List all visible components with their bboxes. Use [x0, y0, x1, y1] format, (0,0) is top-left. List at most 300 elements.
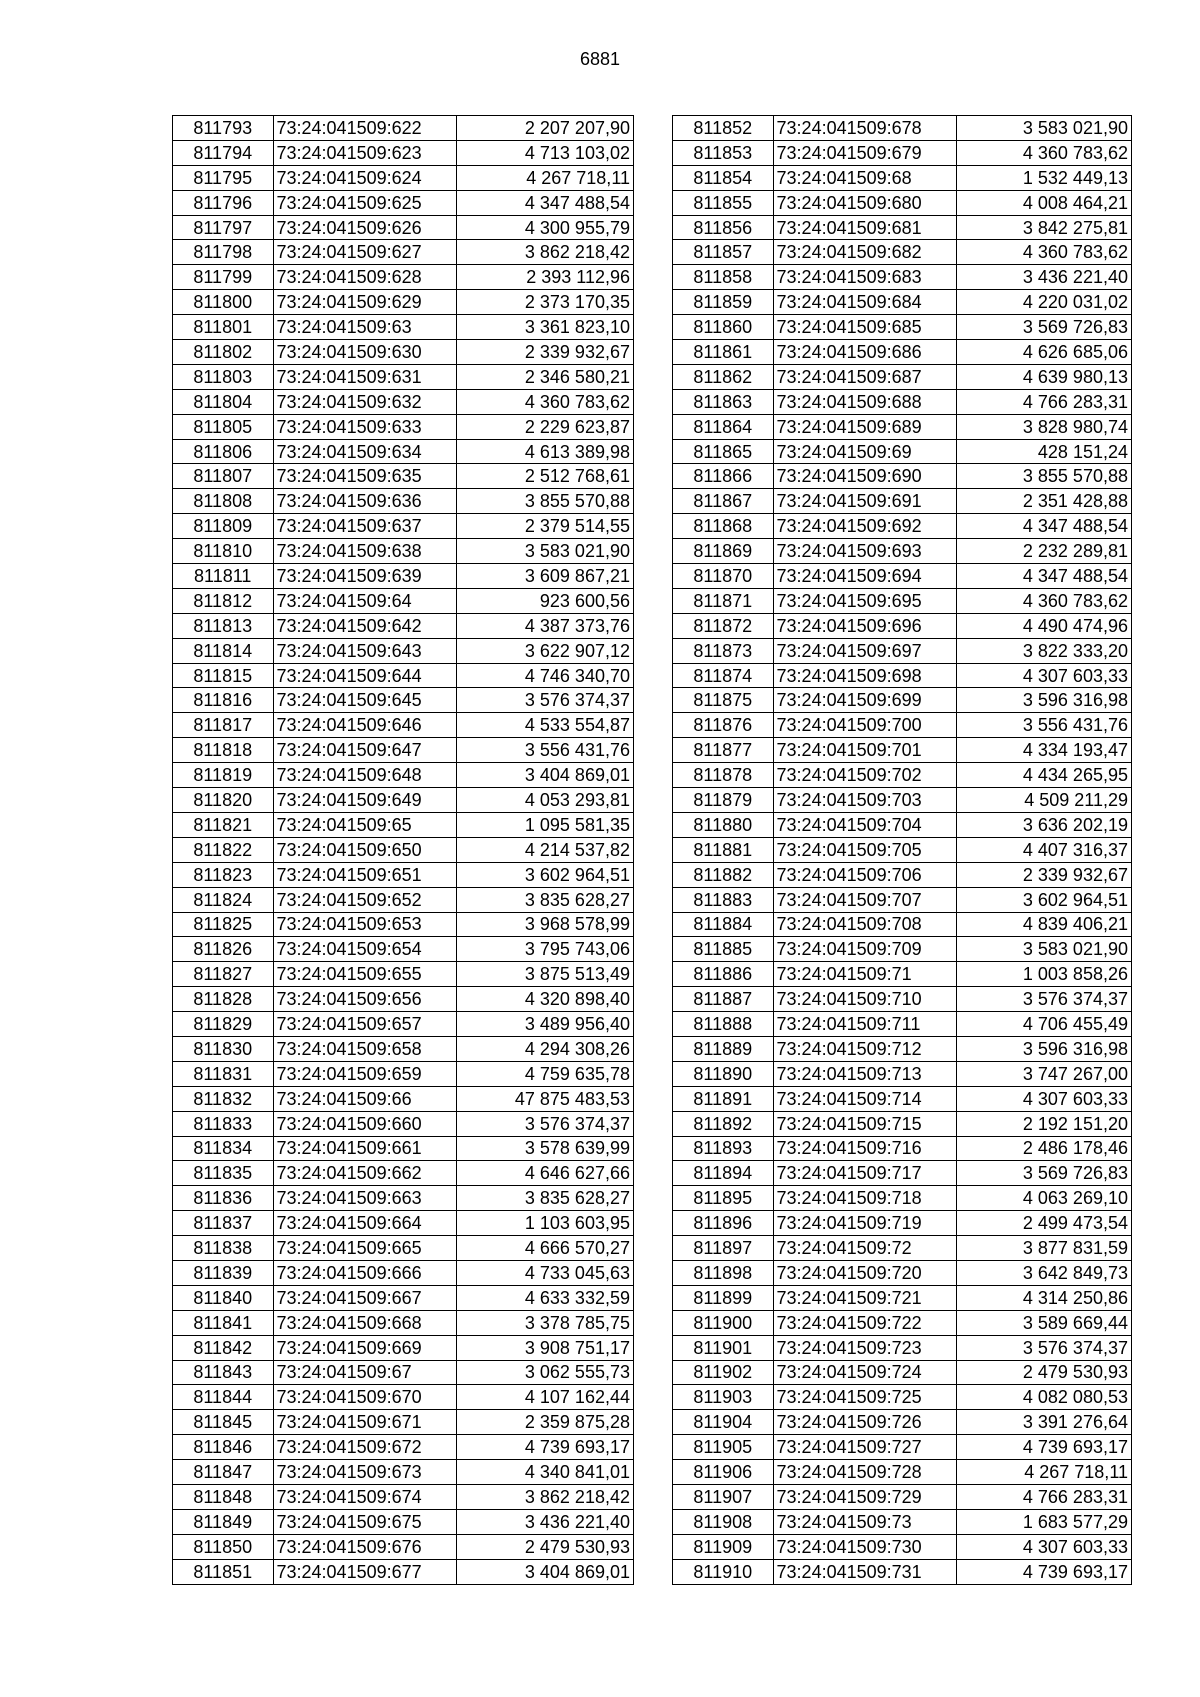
value-cell: 3 576 374,37	[457, 1111, 634, 1136]
table-row	[673, 1061, 1132, 1086]
value-cell: 3 795 743,06	[457, 937, 634, 962]
cadastral-number-cell: 73:24:041509:725	[773, 1385, 957, 1410]
value-cell: 4 347 488,54	[957, 564, 1132, 589]
table-row	[673, 1559, 1132, 1584]
record-number-cell: 811908	[673, 1509, 774, 1534]
table-row	[173, 588, 634, 613]
cadastral-number-cell: 73:24:041509:670	[273, 1385, 457, 1410]
table-row	[673, 340, 1132, 365]
value-cell: 2 351 428,88	[957, 489, 1132, 514]
record-number-cell: 811854	[673, 165, 774, 190]
record-number-cell: 811857	[673, 240, 774, 265]
value-cell: 923 600,56	[457, 588, 634, 613]
value-cell: 3 596 316,98	[957, 688, 1132, 713]
value-cell: 2 359 875,28	[457, 1410, 634, 1435]
record-number-cell: 811808	[173, 489, 274, 514]
record-number-cell: 811826	[173, 937, 274, 962]
cadastral-number-cell: 73:24:041509:697	[773, 638, 957, 663]
table-row	[673, 1484, 1132, 1509]
table-row	[673, 514, 1132, 539]
cadastral-number-cell: 73:24:041509:730	[773, 1534, 957, 1559]
record-number-cell: 811907	[673, 1484, 774, 1509]
value-cell: 3 062 555,73	[457, 1360, 634, 1385]
record-number-cell: 811867	[673, 489, 774, 514]
value-cell: 3 877 831,59	[957, 1236, 1132, 1261]
table-row	[173, 937, 634, 962]
cadastral-number-cell: 73:24:041509:66	[273, 1086, 457, 1111]
record-number-cell: 811829	[173, 1012, 274, 1037]
cadastral-number-cell: 73:24:041509:687	[773, 364, 957, 389]
value-cell: 3 361 823,10	[457, 315, 634, 340]
table-row	[173, 1111, 634, 1136]
record-number-cell: 811801	[173, 315, 274, 340]
record-number-cell: 811813	[173, 613, 274, 638]
cadastral-number-cell: 73:24:041509:633	[273, 414, 457, 439]
table-row	[173, 1012, 634, 1037]
record-number-cell: 811887	[673, 987, 774, 1012]
cadastral-number-cell: 73:24:041509:627	[273, 240, 457, 265]
table-row	[673, 1260, 1132, 1285]
record-number-cell: 811827	[173, 962, 274, 987]
table-row	[173, 539, 634, 564]
value-cell: 4 509 211,29	[957, 788, 1132, 813]
cadastral-number-cell: 73:24:041509:636	[273, 489, 457, 514]
cadastral-number-cell: 73:24:041509:655	[273, 962, 457, 987]
table-row	[173, 489, 634, 514]
cadastral-number-cell: 73:24:041509:630	[273, 340, 457, 365]
value-cell: 4 633 332,59	[457, 1285, 634, 1310]
cadastral-number-cell: 73:24:041509:654	[273, 937, 457, 962]
cadastral-number-cell: 73:24:041509:638	[273, 539, 457, 564]
table-row	[673, 887, 1132, 912]
value-cell: 3 583 021,90	[957, 937, 1132, 962]
cadastral-number-cell: 73:24:041509:622	[273, 116, 457, 141]
table-row	[173, 265, 634, 290]
cadastral-number-cell: 73:24:041509:708	[773, 912, 957, 937]
record-number-cell: 811906	[673, 1460, 774, 1485]
record-number-cell: 811877	[673, 738, 774, 763]
table-row	[673, 439, 1132, 464]
table-row	[673, 1310, 1132, 1335]
record-number-cell: 811897	[673, 1236, 774, 1261]
value-cell: 4 360 783,62	[457, 389, 634, 414]
record-number-cell: 811847	[173, 1460, 274, 1485]
value-cell: 3 622 907,12	[457, 638, 634, 663]
table-row	[673, 1236, 1132, 1261]
record-number-cell: 811858	[673, 265, 774, 290]
value-cell: 4 713 103,02	[457, 140, 634, 165]
record-number-cell: 811800	[173, 290, 274, 315]
record-number-cell: 811816	[173, 688, 274, 713]
table-row	[173, 1086, 634, 1111]
value-cell: 3 576 374,37	[957, 1335, 1132, 1360]
table-row	[173, 1509, 634, 1534]
table-row	[673, 837, 1132, 862]
value-cell: 47 875 483,53	[457, 1086, 634, 1111]
table-row	[173, 564, 634, 589]
cadastral-number-cell: 73:24:041509:707	[773, 887, 957, 912]
cadastral-number-cell: 73:24:041509:669	[273, 1335, 457, 1360]
table-row	[673, 862, 1132, 887]
table-row	[673, 464, 1132, 489]
record-number-cell: 811837	[173, 1211, 274, 1236]
cadastral-number-cell: 73:24:041509:623	[273, 140, 457, 165]
value-cell: 4 666 570,27	[457, 1236, 634, 1261]
cadastral-number-cell: 73:24:041509:73	[773, 1509, 957, 1534]
cadastral-number-cell: 73:24:041509:706	[773, 862, 957, 887]
record-number-cell: 811838	[173, 1236, 274, 1261]
table-row	[173, 1061, 634, 1086]
value-cell: 4 307 603,33	[957, 663, 1132, 688]
table-row	[173, 1385, 634, 1410]
cadastral-number-cell: 73:24:041509:647	[273, 738, 457, 763]
value-cell: 4 340 841,01	[457, 1460, 634, 1485]
value-cell: 4 053 293,81	[457, 788, 634, 813]
value-cell: 3 596 316,98	[957, 1036, 1132, 1061]
cadastral-number-cell: 73:24:041509:63	[273, 315, 457, 340]
value-cell: 4 434 265,95	[957, 763, 1132, 788]
value-cell: 3 583 021,90	[457, 539, 634, 564]
value-cell: 4 639 980,13	[957, 364, 1132, 389]
cadastral-number-cell: 73:24:041509:651	[273, 862, 457, 887]
value-cell: 4 314 250,86	[957, 1285, 1132, 1310]
value-cell: 4 646 627,66	[457, 1161, 634, 1186]
value-cell: 2 192 151,20	[957, 1111, 1132, 1136]
record-number-cell: 811882	[673, 862, 774, 887]
table-row	[673, 763, 1132, 788]
table-row	[673, 564, 1132, 589]
record-number-cell: 811872	[673, 613, 774, 638]
record-number-cell: 811836	[173, 1186, 274, 1211]
record-number-cell: 811860	[673, 315, 774, 340]
record-number-cell: 811881	[673, 837, 774, 862]
record-number-cell: 811799	[173, 265, 274, 290]
page-number: 6881	[579, 49, 621, 69]
table-row	[673, 1161, 1132, 1186]
value-cell: 4 746 340,70	[457, 663, 634, 688]
table-row	[173, 987, 634, 1012]
table-row	[673, 987, 1132, 1012]
table-row	[673, 638, 1132, 663]
cadastral-number-cell: 73:24:041509:712	[773, 1036, 957, 1061]
value-cell: 4 347 488,54	[957, 514, 1132, 539]
value-cell: 2 393 112,96	[457, 265, 634, 290]
value-cell: 3 747 267,00	[957, 1061, 1132, 1086]
value-cell: 3 404 869,01	[457, 1559, 634, 1584]
value-cell: 1 103 603,95	[457, 1211, 634, 1236]
cadastral-number-cell: 73:24:041509:720	[773, 1260, 957, 1285]
record-number-cell: 811855	[673, 190, 774, 215]
table-row	[173, 1285, 634, 1310]
table-row	[673, 812, 1132, 837]
record-number-cell: 811822	[173, 837, 274, 862]
value-cell: 1 003 858,26	[957, 962, 1132, 987]
value-cell: 3 576 374,37	[457, 688, 634, 713]
cadastral-number-cell: 73:24:041509:728	[773, 1460, 957, 1485]
table-row	[173, 315, 634, 340]
cadastral-number-cell: 73:24:041509:691	[773, 489, 957, 514]
cadastral-number-cell: 73:24:041509:709	[773, 937, 957, 962]
cadastral-number-cell: 73:24:041509:664	[273, 1211, 457, 1236]
record-number-cell: 811850	[173, 1534, 274, 1559]
cadastral-number-cell: 73:24:041509:665	[273, 1236, 457, 1261]
record-number-cell: 811873	[673, 638, 774, 663]
record-number-cell: 811900	[673, 1310, 774, 1335]
value-cell: 1 095 581,35	[457, 812, 634, 837]
table-row	[173, 290, 634, 315]
cadastral-number-cell: 73:24:041509:680	[773, 190, 957, 215]
table-row	[673, 539, 1132, 564]
cadastral-number-cell: 73:24:041509:677	[273, 1559, 457, 1584]
value-cell: 3 602 964,51	[957, 887, 1132, 912]
record-number-cell: 811870	[673, 564, 774, 589]
record-number-cell: 811807	[173, 464, 274, 489]
record-number-cell: 811866	[673, 464, 774, 489]
record-number-cell: 811902	[673, 1360, 774, 1385]
record-number-cell: 811868	[673, 514, 774, 539]
record-number-cell: 811901	[673, 1335, 774, 1360]
record-number-cell: 811865	[673, 439, 774, 464]
cadastral-number-cell: 73:24:041509:714	[773, 1086, 957, 1111]
cadastral-number-cell: 73:24:041509:69	[773, 439, 957, 464]
table-row	[173, 1534, 634, 1559]
cadastral-number-cell: 73:24:041509:713	[773, 1061, 957, 1086]
table-row	[173, 862, 634, 887]
record-number-cell: 811824	[173, 887, 274, 912]
value-cell: 4 739 693,17	[457, 1435, 634, 1460]
value-cell: 3 835 628,27	[457, 1186, 634, 1211]
cadastral-number-cell: 73:24:041509:657	[273, 1012, 457, 1037]
record-number-cell: 811909	[673, 1534, 774, 1559]
table-row	[673, 1335, 1132, 1360]
record-number-cell: 811819	[173, 763, 274, 788]
value-cell: 3 862 218,42	[457, 240, 634, 265]
record-number-cell: 811875	[673, 688, 774, 713]
value-cell: 2 229 623,87	[457, 414, 634, 439]
value-cell: 2 339 932,67	[957, 862, 1132, 887]
record-number-cell: 811871	[673, 588, 774, 613]
record-number-cell: 811811	[173, 564, 274, 589]
cadastral-number-cell: 73:24:041509:679	[773, 140, 957, 165]
record-number-cell: 811810	[173, 539, 274, 564]
table-row	[173, 1360, 634, 1385]
cadastral-number-cell: 73:24:041509:696	[773, 613, 957, 638]
value-cell: 2 339 932,67	[457, 340, 634, 365]
table-row	[673, 912, 1132, 937]
cadastral-number-cell: 73:24:041509:667	[273, 1285, 457, 1310]
value-cell: 3 436 221,40	[957, 265, 1132, 290]
cadastral-number-cell: 73:24:041509:645	[273, 688, 457, 713]
table-row	[173, 1460, 634, 1485]
cadastral-number-cell: 73:24:041509:653	[273, 912, 457, 937]
record-number-cell: 811798	[173, 240, 274, 265]
table-row	[673, 1211, 1132, 1236]
cadastral-number-cell: 73:24:041509:698	[773, 663, 957, 688]
record-number-cell: 811874	[673, 663, 774, 688]
value-cell: 4 626 685,06	[957, 340, 1132, 365]
value-cell: 3 378 785,75	[457, 1310, 634, 1335]
table-row	[673, 1460, 1132, 1485]
cadastral-number-cell: 73:24:041509:68	[773, 165, 957, 190]
cadastral-number-cell: 73:24:041509:690	[773, 464, 957, 489]
record-number-cell: 811839	[173, 1260, 274, 1285]
table-row	[673, 962, 1132, 987]
cadastral-number-cell: 73:24:041509:646	[273, 713, 457, 738]
cadastral-number-cell: 73:24:041509:702	[773, 763, 957, 788]
table-row	[673, 1036, 1132, 1061]
table-row	[173, 1186, 634, 1211]
table-row	[173, 638, 634, 663]
value-cell: 2 346 580,21	[457, 364, 634, 389]
record-number-cell: 811795	[173, 165, 274, 190]
table-row	[673, 1410, 1132, 1435]
record-number-cell: 811830	[173, 1036, 274, 1061]
table-row	[173, 514, 634, 539]
value-cell: 4 320 898,40	[457, 987, 634, 1012]
cadastral-number-cell: 73:24:041509:663	[273, 1186, 457, 1211]
cadastral-number-cell: 73:24:041509:668	[273, 1310, 457, 1335]
table-row	[673, 1509, 1132, 1534]
value-cell: 4 387 373,76	[457, 613, 634, 638]
value-cell: 3 822 333,20	[957, 638, 1132, 663]
value-cell: 3 636 202,19	[957, 812, 1132, 837]
value-cell: 4 307 603,33	[957, 1086, 1132, 1111]
record-number-cell: 811794	[173, 140, 274, 165]
table-row	[673, 663, 1132, 688]
value-cell: 3 576 374,37	[957, 987, 1132, 1012]
table-row	[173, 1559, 634, 1584]
record-number-cell: 811898	[673, 1260, 774, 1285]
value-cell: 4 347 488,54	[457, 190, 634, 215]
cadastral-number-cell: 73:24:041509:662	[273, 1161, 457, 1186]
cadastral-number-cell: 73:24:041509:67	[273, 1360, 457, 1385]
record-number-cell: 811817	[173, 713, 274, 738]
table-row	[173, 439, 634, 464]
cadastral-number-cell: 73:24:041509:701	[773, 738, 957, 763]
table-row	[173, 240, 634, 265]
cadastral-number-cell: 73:24:041509:711	[773, 1012, 957, 1037]
cadastral-number-cell: 73:24:041509:723	[773, 1335, 957, 1360]
record-number-cell: 811834	[173, 1136, 274, 1161]
value-cell: 2 512 768,61	[457, 464, 634, 489]
record-number-cell: 811904	[673, 1410, 774, 1435]
table-row	[173, 464, 634, 489]
table-row	[673, 389, 1132, 414]
table-row	[173, 688, 634, 713]
table-row	[673, 738, 1132, 763]
record-number-cell: 811903	[673, 1385, 774, 1410]
cadastral-number-cell: 73:24:041509:673	[273, 1460, 457, 1485]
record-number-cell: 811861	[673, 340, 774, 365]
value-cell: 4 334 193,47	[957, 738, 1132, 763]
table-row	[173, 364, 634, 389]
table-row	[673, 588, 1132, 613]
value-cell: 2 373 170,35	[457, 290, 634, 315]
value-cell: 4 839 406,21	[957, 912, 1132, 937]
table-row	[173, 165, 634, 190]
cadastral-number-cell: 73:24:041509:729	[773, 1484, 957, 1509]
record-number-cell: 811876	[673, 713, 774, 738]
cadastral-number-cell: 73:24:041509:648	[273, 763, 457, 788]
table-row	[673, 290, 1132, 315]
cadastral-number-cell: 73:24:041509:686	[773, 340, 957, 365]
table-row	[173, 887, 634, 912]
table-row	[673, 489, 1132, 514]
table-row	[673, 937, 1132, 962]
cadastral-number-cell: 73:24:041509:689	[773, 414, 957, 439]
cadastral-number-cell: 73:24:041509:692	[773, 514, 957, 539]
value-cell: 2 486 178,46	[957, 1136, 1132, 1161]
value-cell: 2 232 289,81	[957, 539, 1132, 564]
record-number-cell: 811815	[173, 663, 274, 688]
record-number-cell: 811812	[173, 588, 274, 613]
record-number-cell: 811851	[173, 1559, 274, 1584]
cadastral-number-cell: 73:24:041509:683	[773, 265, 957, 290]
table-row	[673, 140, 1132, 165]
table-row	[173, 1335, 634, 1360]
value-cell: 3 842 275,81	[957, 215, 1132, 240]
cadastral-number-cell: 73:24:041509:634	[273, 439, 457, 464]
record-number-cell: 811832	[173, 1086, 274, 1111]
table-row	[673, 265, 1132, 290]
record-number-cell: 811796	[173, 190, 274, 215]
value-cell: 4 407 316,37	[957, 837, 1132, 862]
cadastral-number-cell: 73:24:041509:716	[773, 1136, 957, 1161]
value-cell: 3 642 849,73	[957, 1260, 1132, 1285]
record-number-cell: 811885	[673, 937, 774, 962]
value-cell: 2 479 530,93	[957, 1360, 1132, 1385]
table-row	[673, 1186, 1132, 1211]
cadastral-number-cell: 73:24:041509:666	[273, 1260, 457, 1285]
cadastral-number-cell: 73:24:041509:681	[773, 215, 957, 240]
value-cell: 4 267 718,11	[457, 165, 634, 190]
cadastral-number-cell: 73:24:041509:672	[273, 1435, 457, 1460]
record-number-cell: 811869	[673, 539, 774, 564]
value-cell: 3 908 751,17	[457, 1335, 634, 1360]
record-number-cell: 811891	[673, 1086, 774, 1111]
record-number-cell: 811899	[673, 1285, 774, 1310]
table-row	[173, 389, 634, 414]
record-number-cell: 811889	[673, 1036, 774, 1061]
table-row	[173, 837, 634, 862]
record-number-cell: 811797	[173, 215, 274, 240]
record-number-cell: 811802	[173, 340, 274, 365]
value-cell: 4 063 269,10	[957, 1186, 1132, 1211]
record-number-cell: 811859	[673, 290, 774, 315]
table-row	[673, 215, 1132, 240]
value-cell: 4 739 693,17	[957, 1435, 1132, 1460]
cadastral-number-cell: 73:24:041509:658	[273, 1036, 457, 1061]
value-cell: 3 968 578,99	[457, 912, 634, 937]
cadastral-number-cell: 73:24:041509:652	[273, 887, 457, 912]
table-row	[173, 812, 634, 837]
value-cell: 4 082 080,53	[957, 1385, 1132, 1410]
value-cell: 4 613 389,98	[457, 439, 634, 464]
value-cell: 3 875 513,49	[457, 962, 634, 987]
table-row	[673, 240, 1132, 265]
table-row	[673, 1534, 1132, 1559]
table-row	[673, 1285, 1132, 1310]
cadastral-number-cell: 73:24:041509:678	[773, 116, 957, 141]
record-number-cell: 811894	[673, 1161, 774, 1186]
table-row	[173, 140, 634, 165]
record-number-cell: 811880	[673, 812, 774, 837]
value-cell: 3 436 221,40	[457, 1509, 634, 1534]
table-row	[673, 1136, 1132, 1161]
record-number-cell: 811878	[673, 763, 774, 788]
cadastral-number-cell: 73:24:041509:643	[273, 638, 457, 663]
cadastral-number-cell: 73:24:041509:722	[773, 1310, 957, 1335]
